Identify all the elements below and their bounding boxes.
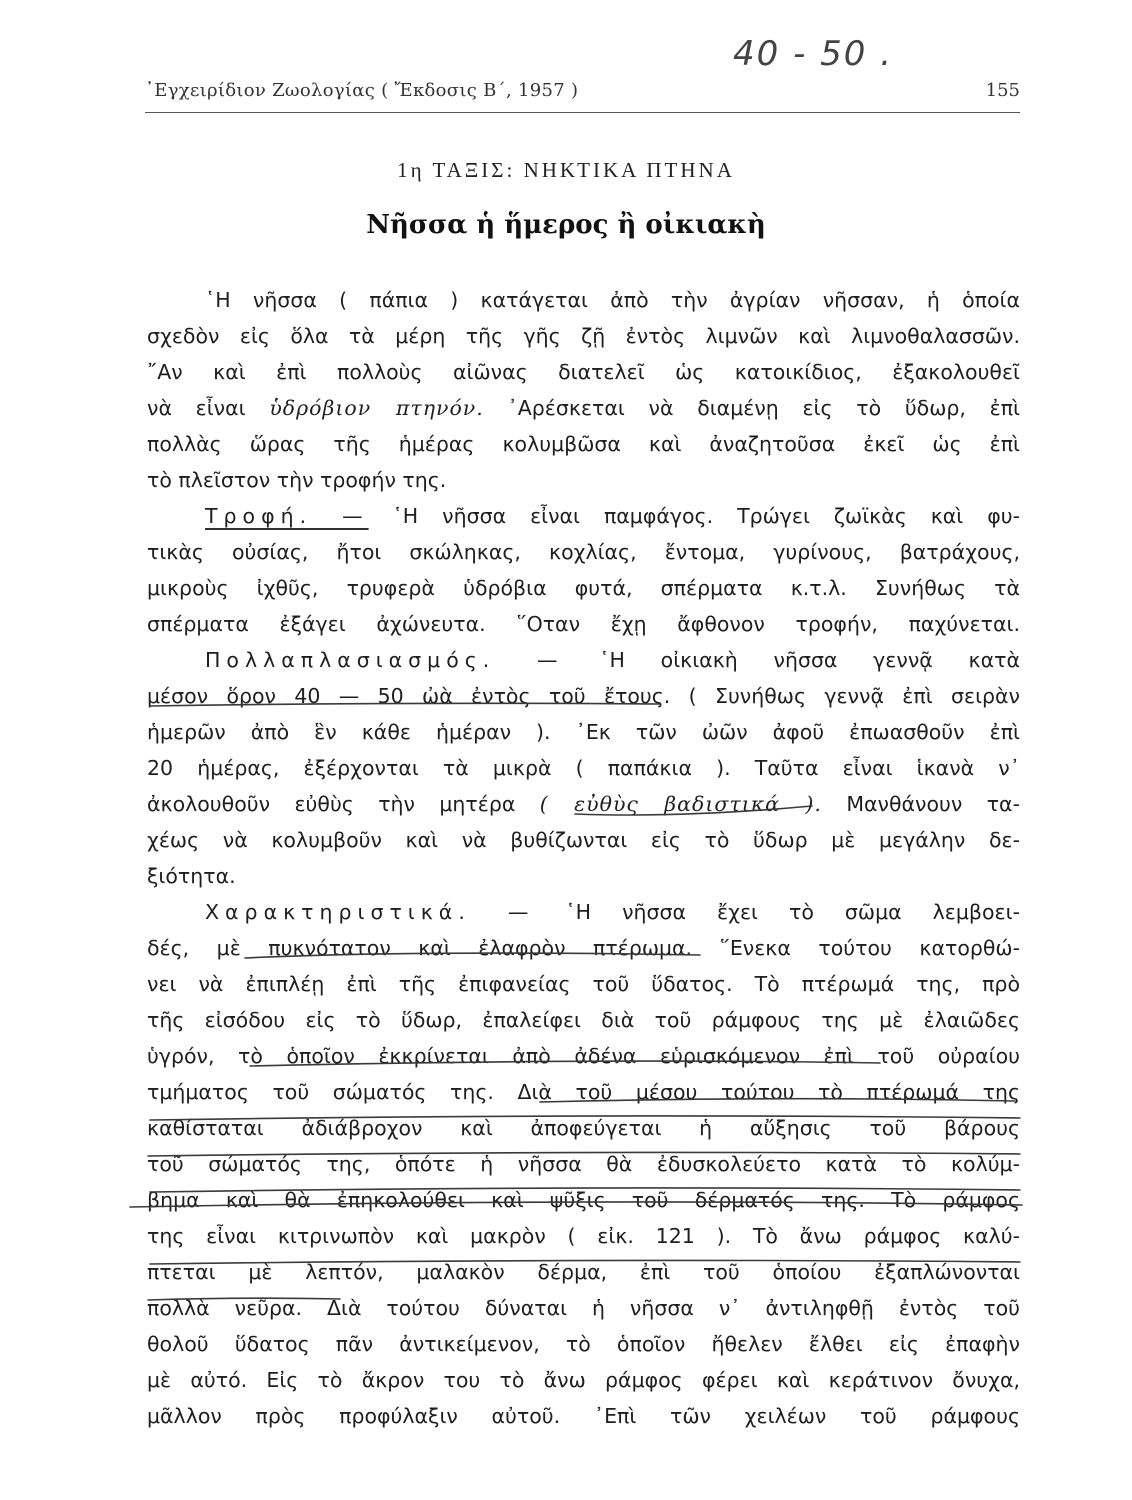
text-line: βημα καὶ θὰ ἐπηκολούθει καὶ ψῦξις τοῦ δέρματός της. Τὸ ράμφος (147, 1188, 1020, 1212)
running-header (145, 76, 1020, 106)
text-span: Μανθάνουν τα- (846, 792, 1020, 816)
text-line: πολλὰς ὥρας τῆς ἡμέρας κολυμβῶσα καὶ ἀναζητοῦσα ἐκεῖ ὡς ἐπὶ (147, 432, 1020, 456)
handwritten-annotation: 40 - 50 . (733, 34, 894, 74)
text-line: δές, μὲ πυκνότατον καὶ ἐλαφρὸν πτέρωμα. ῞Ενεκα τούτου κατορθώ- (147, 936, 1020, 960)
text-line: ὑγρόν, τὸ ὁποῖον ἐκκρίνεται ἀπὸ ἀδένα εὑρισκόμενον ἐπὶ τοῦ οὐραίου (147, 1044, 1020, 1068)
text-line: τικὰς οὐσίας, ἤτοι σκώληκας, κοχλίας, ἔντομα, γυρίνους, βατράχους, (147, 540, 1020, 564)
text-span: ᾿Αρέσκεται νὰ διαμένῃ εἰς τὸ ὕδωρ, ἐπὶ (507, 396, 1020, 420)
text-line (205, 643, 1020, 677)
text-line: σπέρματα ἐξάγει ἀχώνευτα. ῞Οταν ἔχῃ ἄφθονον τροφήν, παχύνεται. (147, 612, 1020, 636)
text-line: σχεδὸν εἰς ὅλα τὰ μέρη τῆς γῆς ζῇ ἐντὸς λιμνῶν καὶ λιμνοθαλασσῶν. (147, 324, 1020, 348)
text-span: ῾Η νῆσσα ἔχει τὸ σῶμα λεμβοει- (565, 900, 1020, 924)
text-line: πολλὰ νεῦρα. Διὰ τούτου δύναται ἡ νῆσσα ν᾿ ἀντιληφθῇ ἐντὸς τοῦ (147, 1296, 1020, 1320)
text-line: ξιότητα. (147, 864, 236, 888)
text-line: της εἶναι κιτρινωπὸν καὶ μακρὸν ( εἰκ. 121 ). Τὸ ἄνω ράμφος καλύ- (147, 1224, 1020, 1248)
text-span: ῾Η νῆσσα εἶναι παμφάγος. Τρώγει ζωϊκὰς καὶ φυ- (392, 504, 1020, 528)
text-line: τοῦ σώματός της, ὁπότε ἡ νῆσσα θὰ ἐδυσκολεύετο κατὰ τὸ κολύμ- (147, 1152, 1020, 1176)
text-line: νει νὰ ἐπιπλέῃ ἐπὶ τῆς ἐπιφανείας τοῦ ὕδατος. Τὸ πτέρωμά της, πρὸ (147, 972, 1020, 996)
subsection-label-trofi: Τροφή. — (205, 504, 369, 528)
text-line: μικροὺς ἰχθῦς, τρυφερὰ ὑδρόβια φυτά, σπέρματα κ.τ.λ. Συνήθως τὰ (147, 576, 1020, 600)
italic-note: ( εὐθὺς βαδιστικά ). (539, 792, 822, 816)
text-line: θολοῦ ὕδατος πᾶν ἀντικείμενον, τὸ ὁποῖον ἤθελεν ἔλθει εἰς ἐπαφὴν (147, 1332, 1020, 1356)
text-line: πτεται μὲ λεπτόν, μαλακὸν δέρμα, ἐπὶ τοῦ ὁποίου ἐξαπλώνονται (147, 1260, 1020, 1284)
text-line: ῾Η νῆσσα ( πάπια ) κατάγεται ἀπὸ τὴν ἀγρίαν νῆσσαν, ἡ ὁποία (205, 288, 1020, 312)
header-rule (145, 112, 1020, 113)
text-line: τὸ πλεῖστον τὴν τροφήν της. (147, 468, 447, 492)
text-line: τῆς εἰσόδου εἰς τὸ ὕδωρ, ἐπαλείφει διὰ τοῦ ράμφους της μὲ ἐλαιῶδες (147, 1008, 1020, 1032)
subsection-label-characteristics: Χαρακτηριστικά. — (205, 900, 535, 924)
text-span: ἀκολουθοῦν εὐθὺς τὴν μητέρα (147, 792, 516, 816)
text-line (205, 499, 1020, 533)
text-line: μέσον ὅρον 40 — 50 ὠὰ ἐντὸς τοῦ ἔτους. ( Συνήθως γεννᾷ ἐπὶ σειρὰν (147, 684, 1020, 708)
text-line (205, 895, 1020, 929)
text-span: ῾Η οἰκιακὴ νῆσσα γεννᾷ κατὰ (599, 648, 1020, 672)
text-line: καθίσταται ἀδιάβροχον καὶ ἀποφεύγεται ἡ αὔξησις τοῦ βάρους (147, 1116, 1020, 1140)
page-number: 155 (985, 80, 1020, 101)
text-line: τμήματος τοῦ σώματός της. Διὰ τοῦ μέσου τούτου τὸ πτέρωμά της (147, 1080, 1020, 1104)
section-title: 1η ΤΑΞΙΣ: ΝΗΚΤΙΚΑ ΠΤΗΝΑ (397, 158, 735, 182)
text-line: 20 ἡμέρας, ἐξέρχονται τὰ μικρὰ ( παπάκια ). Ταῦτα εἶναι ἱκανὰ ν᾿ (147, 756, 1020, 780)
text-line: μὲ αὐτό. Εἰς τὸ ἄκρον του τὸ ἄνω ράμφος φέρει καὶ κεράτινον ὄνυχα, (147, 1368, 1020, 1392)
header-book-title: ᾿Εγχειρίδιον Ζωολογίας ( Ἔκδοσις Β΄, 1957 ) (145, 80, 579, 101)
text-line (147, 391, 1020, 425)
text-line: ῎Αν καὶ ἐπὶ πολλοὺς αἰῶνας διατελεῖ ὡς κατοικίδιος, ἐξακολουθεῖ (147, 360, 1020, 384)
text-span: νὰ εἶναι (147, 396, 246, 420)
text-line: χέως νὰ κολυμβοῦν καὶ νὰ βυθίζωνται εἰς τὸ ὕδωρ μὲ μεγάλην δε- (147, 828, 1020, 852)
text-line: μᾶλλον πρὸς προφύλαξιν αὐτοῦ. ᾿Επὶ τῶν χειλέων τοῦ ράμφους (147, 1404, 1020, 1428)
italic-term: ὑδρόβιον πτηνόν. (269, 396, 484, 420)
subsection-label-reproduction: Πολλαπλασιασμός. — (205, 648, 564, 672)
text-line: ἡμερῶν ἀπὸ ἓν κάθε ἡμέραν ). ᾿Εκ τῶν ὠῶν ἀφοῦ ἐπωασθοῦν ἐπὶ (147, 720, 1020, 744)
text-line (147, 787, 1020, 821)
page-heading: Νῆσσα ἡ ἥμερος ἢ οἰκιακὴ (366, 210, 766, 240)
